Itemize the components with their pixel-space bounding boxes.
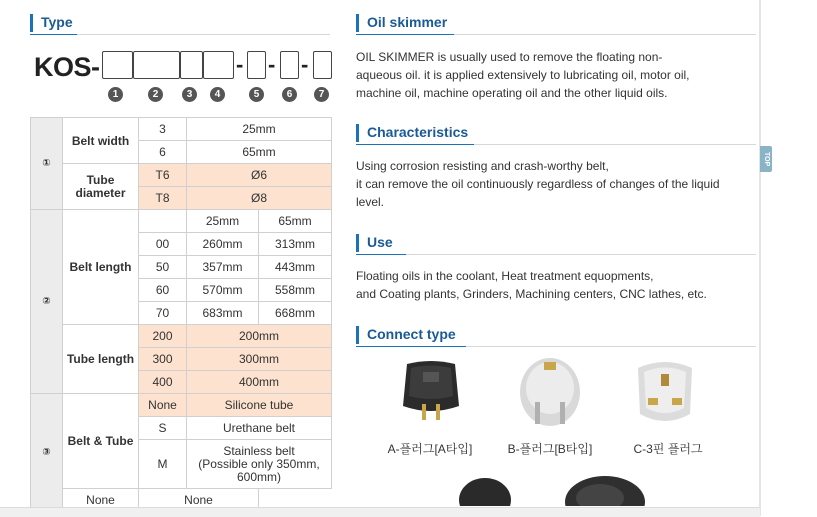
group-number-2: ② — [31, 210, 63, 394]
connector-partial-icon — [455, 474, 515, 506]
row-label-belt-length: Belt length — [63, 210, 139, 325]
code-cell — [139, 210, 187, 233]
code-cell: T6 — [139, 164, 187, 187]
value-cell: Stainless belt (Possible only 350mm, 600mm) — [187, 440, 332, 489]
characteristics-heading — [356, 123, 756, 145]
table-row — [31, 210, 332, 233]
table-row — [31, 394, 332, 417]
value-cell: 300mm — [187, 348, 332, 371]
code-box-6 — [280, 51, 299, 79]
plug-a-caption: A-플러그[A타입] — [387, 442, 473, 456]
code-cell: M — [139, 440, 187, 489]
code-number-1: 1 — [108, 87, 123, 102]
column-header: 25mm — [187, 210, 259, 233]
code-number-2: 2 — [148, 87, 163, 102]
group-number-1: ① — [31, 118, 63, 210]
text-line: Using corrosion resisting and crash-worthy belt, — [356, 159, 609, 173]
code-dash: - — [236, 52, 244, 77]
text-line: machine oil, machine operating oil and the other liquid oils. — [356, 86, 668, 100]
code-cell: S — [139, 417, 187, 440]
plug-type-a-icon — [393, 356, 469, 428]
code-cell: 00 — [139, 233, 187, 256]
value-cell: 200mm — [187, 325, 332, 348]
code-box-7 — [313, 51, 332, 79]
code-box-1 — [102, 51, 133, 79]
group-number-3: ③ — [31, 394, 63, 512]
text-line: it can remove the oil continuously regardless of changes of the liquid — [356, 177, 720, 191]
value-cell: 400mm — [187, 371, 332, 394]
value-cell: 683mm — [187, 302, 259, 325]
code-cell: 6 — [139, 141, 187, 164]
type-section-heading — [30, 13, 330, 35]
value-cell: None — [139, 489, 259, 512]
characteristics-text — [356, 157, 720, 211]
code-number-6: 6 — [282, 87, 297, 102]
code-number-4: 4 — [210, 87, 225, 102]
value-cell: Silicone tube — [187, 394, 332, 417]
row-label-tube-diameter: Tube diameter — [63, 164, 139, 210]
code-box-5 — [247, 51, 266, 79]
code-cell: 70 — [139, 302, 187, 325]
value-cell: 25mm — [187, 118, 332, 141]
code-cell: T8 — [139, 187, 187, 210]
text-line: and Coating plants, Grinders, Machining centers, CNC lathes, etc. — [356, 287, 707, 301]
code-box-2 — [133, 51, 180, 79]
type-title: Type — [41, 14, 73, 30]
code-cell: 50 — [139, 256, 187, 279]
page-side-divider — [759, 0, 761, 516]
value-cell: Ø8 — [187, 187, 332, 210]
value-cell: 65mm — [187, 141, 332, 164]
value-cell: 443mm — [259, 256, 332, 279]
scroll-top-button[interactable]: TOP — [760, 146, 772, 172]
value-cell: 357mm — [187, 256, 259, 279]
oil-skimmer-text — [356, 48, 690, 102]
plug-type-b-icon — [513, 352, 587, 432]
text-line: OIL SKIMMER is usually used to remove the floating non- — [356, 50, 663, 64]
value-cell: 558mm — [259, 279, 332, 302]
plug-b-caption: B-플러그[B타입] — [507, 442, 593, 456]
value-cell: 570mm — [187, 279, 259, 302]
text-line: aqueous oil. it is applied extensively to lubricating oil, motor oil, — [356, 68, 690, 82]
row-label-belt-tube: Belt & Tube — [63, 394, 139, 489]
table-row — [31, 118, 332, 141]
characteristics-title: Characteristics — [367, 124, 469, 140]
connect-type-heading — [356, 325, 756, 347]
model-code-prefix: KOS- — [34, 52, 100, 82]
code-cell: None — [63, 489, 139, 512]
use-heading — [356, 233, 756, 255]
plug-c-caption: C-3핀 플러그 — [633, 442, 703, 456]
code-dash: - — [301, 52, 309, 77]
row-label-tube-length: Tube length — [63, 325, 139, 394]
row-label-belt-width: Belt width — [63, 118, 139, 164]
code-cell: 300 — [139, 348, 187, 371]
code-dash: - — [268, 52, 276, 77]
column-header: 65mm — [259, 210, 332, 233]
plug-type-c-icon — [628, 354, 702, 430]
table-row — [31, 164, 332, 187]
code-number-3: 3 — [182, 87, 197, 102]
spec-table — [30, 117, 332, 512]
code-cell: 200 — [139, 325, 187, 348]
code-box-4 — [203, 51, 234, 79]
value-cell: Urethane belt — [187, 417, 332, 440]
text-line: Floating oils in the coolant, Heat treatment equopments, — [356, 269, 654, 283]
connector-partial-icon — [560, 470, 650, 506]
code-box-3 — [180, 51, 203, 79]
text-line: level. — [356, 195, 385, 209]
use-text — [356, 267, 707, 303]
code-cell: None — [139, 394, 187, 417]
value-cell: 260mm — [187, 233, 259, 256]
code-cell: 3 — [139, 118, 187, 141]
value-cell: 668mm — [259, 302, 332, 325]
oil-skimmer-title: Oil skimmer — [367, 14, 448, 30]
value-cell: 313mm — [259, 233, 332, 256]
table-row — [31, 325, 332, 348]
code-number-5: 5 — [249, 87, 264, 102]
code-number-7: 7 — [314, 87, 329, 102]
value-cell: Ø6 — [187, 164, 332, 187]
code-cell: 60 — [139, 279, 187, 302]
oil-skimmer-heading — [356, 13, 756, 35]
code-cell: 400 — [139, 371, 187, 394]
connect-type-title: Connect type — [367, 326, 456, 342]
use-title: Use — [367, 234, 393, 250]
